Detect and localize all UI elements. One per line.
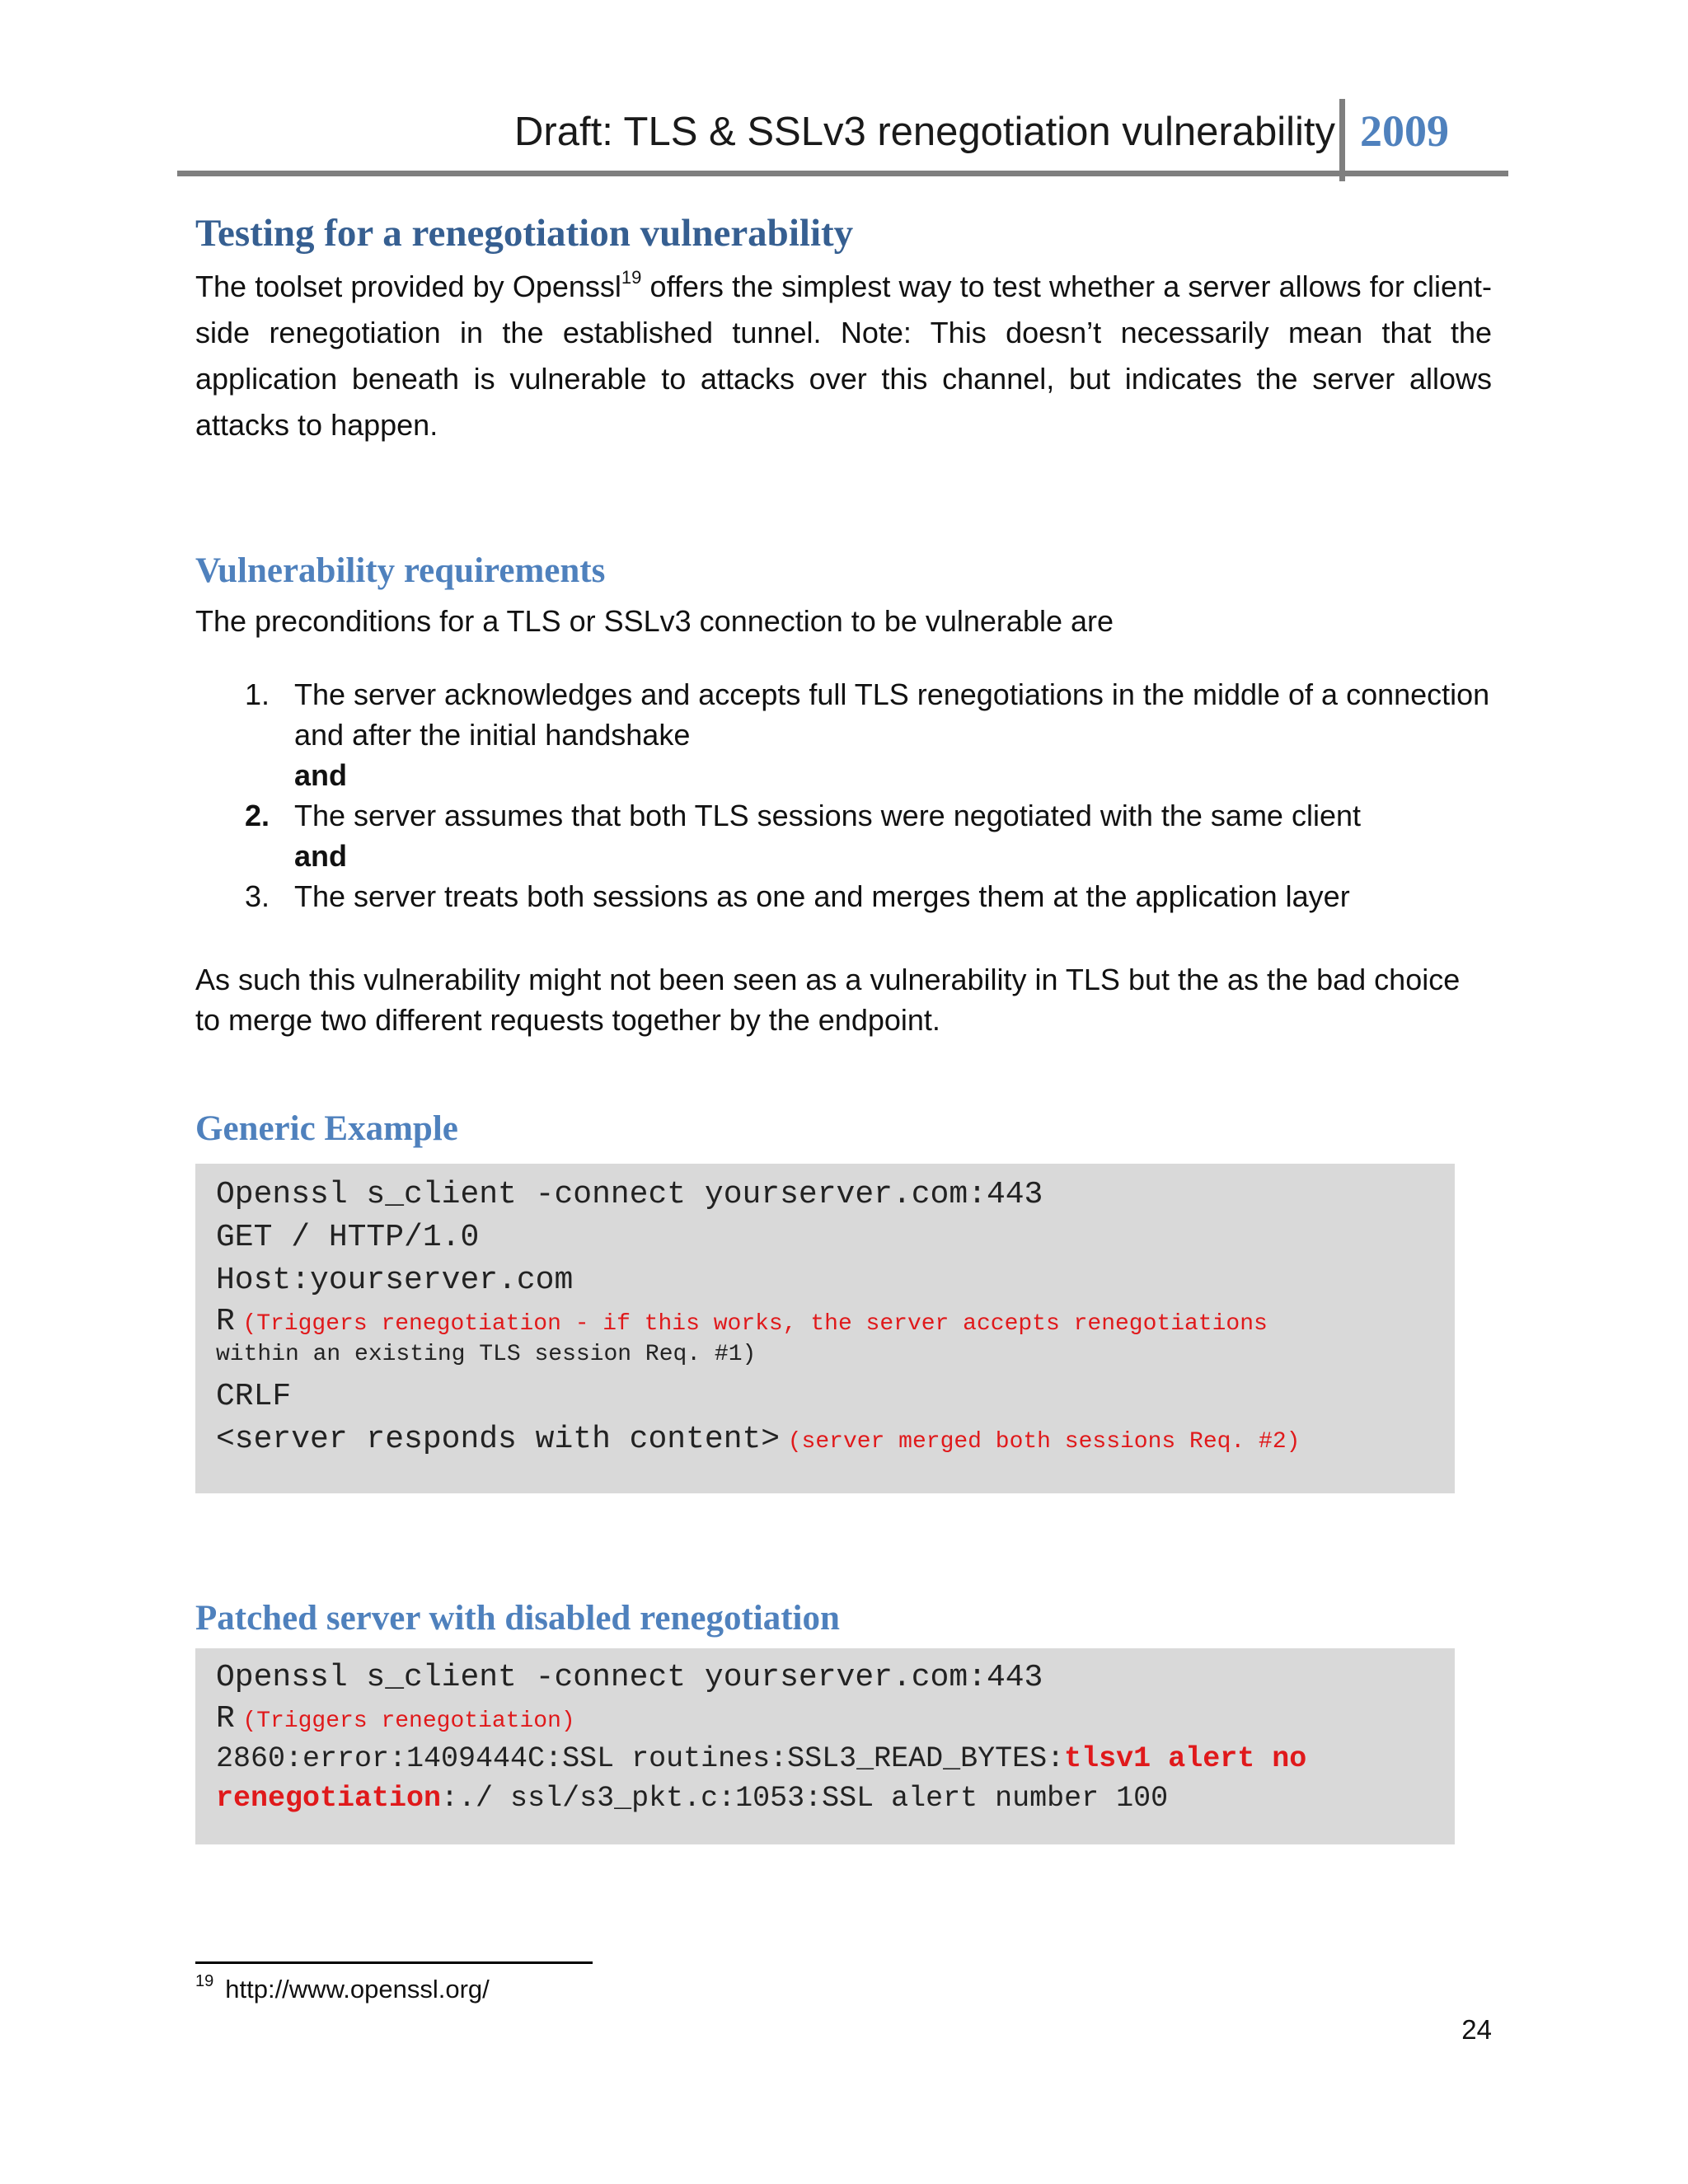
code-line bbox=[216, 1699, 1434, 1739]
code-command: <server responds with content> bbox=[216, 1422, 781, 1457]
paragraph-text-rest: offers the simplest way to test whether a server allows for client-side renegotiation in the established tunnel. Note: This doesn’t necessarily mean that the application beneath is vulnerable to attacks over this channel, but indicates the server allows attacks to happen. bbox=[195, 269, 1492, 442]
list-item-number: 2. bbox=[245, 799, 270, 832]
requirements-conclusion: As such this vulnerability might not been seen as a vulnerability in TLS but the as the bad choice to merge two different requests together by the endpoint. bbox=[195, 963, 1461, 1037]
section-heading-testing: Testing for a renegotiation vulnerability bbox=[195, 212, 854, 255]
code-line: Openssl s_client -connect yourserver.com:443 bbox=[216, 1177, 1043, 1212]
page-number: 24 bbox=[1461, 2014, 1492, 2045]
alert-text: tlsv1 alert no bbox=[1064, 1742, 1307, 1775]
code-line: Openssl s_client -connect yourserver.com:443 bbox=[216, 1660, 1043, 1695]
code-line: CRLF bbox=[216, 1379, 292, 1414]
paragraph-text-start: The toolset provided by Openssl bbox=[195, 269, 621, 303]
code-block-patched-server bbox=[195, 1648, 1455, 1844]
list-item-joiner: and bbox=[294, 758, 348, 792]
section-heading-requirements: Vulnerability requirements bbox=[195, 551, 606, 590]
footnote-number: 19 bbox=[195, 1972, 214, 1990]
error-text: 2860:error:1409444C:SSL routines:SSL3_READ_BYTES: bbox=[216, 1742, 1065, 1775]
list-item-text: The server treats both sessions as one and merges them at the application layer bbox=[294, 879, 1350, 913]
section-heading-patched-server: Patched server with disabled renegotiation bbox=[195, 1599, 840, 1638]
list-item bbox=[195, 795, 1514, 876]
code-comment: within an existing TLS session Req. #1) bbox=[216, 1342, 757, 1367]
header-separator bbox=[1339, 99, 1345, 181]
code-line bbox=[216, 1779, 1434, 1818]
footnote-reference[interactable]: 19 bbox=[621, 267, 642, 288]
code-line: Host:yourserver.com bbox=[216, 1263, 574, 1298]
document-year: 2009 bbox=[1360, 106, 1449, 156]
code-comment: (Triggers renegotiation) bbox=[242, 1708, 575, 1734]
requirements-list bbox=[195, 674, 1514, 916]
error-text: :./ ssl/s3_pkt.c:1053:SSL alert number 100 bbox=[441, 1782, 1169, 1815]
document-title: Draft: TLS & SSLv3 renegotiation vulnerability bbox=[514, 110, 1335, 154]
header-rule bbox=[177, 171, 1508, 176]
code-command: R bbox=[216, 1701, 235, 1736]
code-line: GET / HTTP/1.0 bbox=[216, 1220, 480, 1255]
section-testing-paragraph bbox=[195, 264, 1492, 448]
code-line bbox=[216, 1739, 1434, 1779]
list-item bbox=[195, 876, 1514, 916]
code-line bbox=[216, 1302, 1434, 1338]
footnote bbox=[195, 1972, 490, 2004]
list-item-number: 1. bbox=[245, 677, 270, 711]
section-heading-generic-example: Generic Example bbox=[195, 1109, 458, 1148]
code-line bbox=[216, 1418, 1434, 1461]
code-comment: (server merged both sessions Req. #2) bbox=[787, 1429, 1301, 1455]
list-item-joiner: and bbox=[294, 839, 348, 873]
code-command: R bbox=[216, 1304, 235, 1339]
list-item-text: The server assumes that both TLS sessions were negotiated with the same client bbox=[294, 799, 1361, 832]
page-header bbox=[177, 91, 1508, 173]
footnote-link[interactable]: http://www.openssl.org/ bbox=[225, 1975, 490, 2004]
footnote-separator bbox=[195, 1961, 593, 1964]
list-item-number: 3. bbox=[245, 879, 270, 913]
list-item-text: The server acknowledges and accepts full TLS renegotiations in the middle of a connection and after the initial handshake bbox=[294, 677, 1490, 752]
code-comment: (Triggers renegotiation - if this works, the server accepts renegotiations bbox=[242, 1311, 1268, 1337]
alert-text: renegotiation bbox=[216, 1782, 442, 1815]
requirements-intro: The preconditions for a TLS or SSLv3 connection to be vulnerable are bbox=[195, 604, 1114, 638]
code-block-generic-example bbox=[195, 1164, 1455, 1493]
list-item bbox=[195, 674, 1514, 795]
